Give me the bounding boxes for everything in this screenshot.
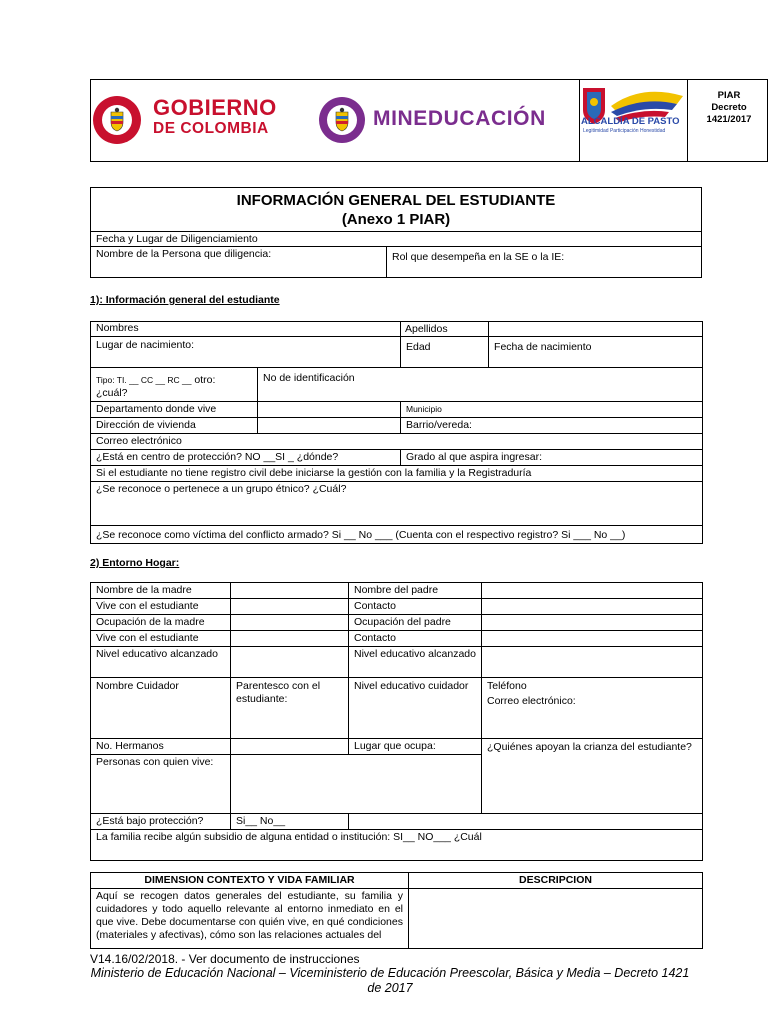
piar-label: PIAR: [717, 90, 741, 101]
contacto-padre-value[interactable]: [482, 599, 703, 615]
correo-field[interactable]: Correo electrónico: [91, 434, 703, 450]
colombia-seal-icon: [93, 96, 141, 144]
departamento-label: Departamento donde vive: [91, 402, 258, 418]
piar-decreto-box: [689, 80, 768, 161]
apellidos-field[interactable]: [489, 322, 703, 337]
apellidos-label: Apellidos: [405, 323, 448, 335]
ocupacion-madre-label: Ocupación de la madre: [91, 615, 231, 631]
nombre-cuidador-label: Nombre Cuidador: [91, 678, 231, 739]
bajo-proteccion-blank: [349, 814, 703, 830]
section1-heading: 1): Información general del estudiante: [90, 294, 280, 306]
no-hermanos-label: No. Hermanos: [91, 739, 231, 755]
gobierno-logo-line2: DE COLOMBIA: [153, 120, 269, 137]
lugar-ocupa-label: Lugar que ocupa:: [349, 739, 482, 755]
nombre-padre-value[interactable]: [482, 583, 703, 599]
nombre-persona-field[interactable]: Nombre de la Persona que diligencia:: [96, 248, 272, 260]
vive-con-padre-label: Vive con el estudiante: [91, 631, 231, 647]
tipo-documento-field[interactable]: [91, 368, 258, 402]
edad-field[interactable]: Edad: [401, 337, 489, 368]
vive-con-madre-value[interactable]: [231, 599, 349, 615]
bajo-proteccion-label: ¿Está bajo protección?: [91, 814, 231, 830]
descripcion-header: DESCRIPCION: [409, 873, 703, 889]
alcaldia-logo: [581, 82, 685, 142]
nombre-madre-label: Nombre de la madre: [91, 583, 231, 599]
header-divider-2: [687, 80, 688, 161]
telefono-correo-cell[interactable]: [482, 678, 703, 739]
fecha-lugar-field[interactable]: Fecha y Lugar de Diligenciamiento: [96, 233, 258, 245]
parentesco-label: Parentesco con el estudiante:: [231, 678, 349, 739]
dimension-description: Aquí se recogen datos generales del estudiante, su familia y cuidadores y todo aquello relevante al entorno inmediato en el que vive. Debe documentarse con quién vive, en qué condiciones (materiales y afectivas), cómo son las relaciones actuales del: [91, 889, 409, 949]
registro-civil-note: Si el estudiante no tiene registro civil debe iniciarse la gestión con la familia y la Registraduría: [91, 466, 703, 482]
tipo-cual: ¿cuál?: [96, 387, 128, 399]
grado-field[interactable]: Grado al que aspira ingresar:: [401, 450, 703, 466]
document-subtitle: (Anexo 1 PIAR): [341, 211, 451, 228]
personas-vive-label: Personas con quien vive:: [91, 755, 231, 814]
dimension-context-table: [90, 872, 703, 949]
contacto-padre-label: Contacto: [349, 599, 482, 615]
victima-conflicto-field[interactable]: ¿Se reconoce como víctima del conflicto armado? Si __ No ___ (Cuenta con el respectivo registro? Si ___ No __): [91, 526, 703, 544]
no-hermanos-value[interactable]: [231, 739, 349, 755]
no-identificacion-field[interactable]: No de identificación: [258, 368, 703, 402]
nombre-padre-label: Nombre del padre: [349, 583, 482, 599]
quienes-apoyan-field[interactable]: ¿Quiénes apoyan la crianza del estudiante?: [482, 739, 703, 814]
alcaldia-name: ALCALDÍA DE PASTO: [581, 116, 680, 127]
municipio-field[interactable]: [401, 402, 703, 418]
nombre-madre-value[interactable]: [231, 583, 349, 599]
header-divider-1: [579, 80, 580, 161]
vive-con-padre-value[interactable]: [231, 631, 349, 647]
descripcion-value[interactable]: [409, 889, 703, 949]
contacto-madre-label: Contacto: [349, 631, 482, 647]
nivel-educativo-padre-label: Nivel educativo alcanzado: [349, 647, 482, 678]
gobierno-logo-line1: GOBIERNO: [153, 95, 277, 120]
nivel-cuidador-label: Nivel educativo cuidador: [349, 678, 482, 739]
section2-heading: 2) Entorno Hogar:: [90, 557, 180, 569]
dimension-header: DIMENSION CONTEXTO Y VIDA FAMILIAR: [91, 873, 409, 889]
home-environment-table: [90, 582, 703, 861]
alcaldia-tagline: Legitimidad Participación Honestidad: [583, 128, 666, 134]
nivel-educativo-madre-label: Nivel educativo alcanzado: [91, 647, 231, 678]
lugar-nacimiento-field[interactable]: Lugar de nacimiento:: [91, 337, 401, 368]
title-box: [90, 187, 702, 278]
contacto-madre-value[interactable]: [482, 631, 703, 647]
version-footer: V14.16/02/2018. - Ver documento de instrucciones: [90, 952, 360, 966]
ocupacion-madre-value[interactable]: [231, 615, 349, 631]
fecha-nacimiento-field[interactable]: Fecha de nacimiento: [489, 337, 703, 368]
ocupacion-padre-label: Ocupación del padre: [349, 615, 482, 631]
nivel-educativo-madre-value[interactable]: [231, 647, 349, 678]
correo-cuidador-label: Correo electrónico:: [487, 695, 576, 707]
mineducacion-seal-icon: [319, 97, 365, 143]
direccion-value[interactable]: [258, 418, 401, 434]
rol-field[interactable]: Rol que desempeña en la SE o la IE:: [386, 247, 701, 277]
barrio-field[interactable]: Barrio/vereda:: [401, 418, 703, 434]
direccion-label: Dirección de vivienda: [91, 418, 258, 434]
personas-vive-value[interactable]: [231, 755, 482, 814]
tipo-otro: otro:: [191, 374, 216, 386]
nivel-educativo-padre-value[interactable]: [482, 647, 703, 678]
nombres-field[interactable]: Nombres: [91, 322, 489, 337]
mineducacion-logo-text: MINEDUCACIÓN: [373, 107, 546, 130]
telefono-label: Teléfono: [487, 680, 527, 692]
student-info-table: [90, 321, 703, 544]
bajo-proteccion-value[interactable]: Si__ No__: [231, 814, 349, 830]
apellidos-divider: [400, 321, 401, 337]
municipio-label: Municipio: [406, 404, 442, 414]
document-title: INFORMACIÓN GENERAL DEL ESTUDIANTE: [236, 192, 556, 209]
grupo-etnico-field[interactable]: ¿Se reconoce o pertenece a un grupo étnico? ¿Cuál?: [91, 482, 703, 526]
decreto-number: 1421/2017: [706, 114, 752, 125]
departamento-value[interactable]: [258, 402, 401, 418]
centro-proteccion-field[interactable]: ¿Está en centro de protección? NO __SI _ ¿dónde?: [91, 450, 401, 466]
decreto-label: Decreto: [711, 102, 747, 113]
ministerio-footer: Ministerio de Educación Nacional – Viceministerio de Educación Preescolar, Básica y Media – Decreto 1421 de 2017: [90, 966, 690, 995]
document-header: [90, 79, 768, 162]
tipo-label: Tipo: TI. __ CC __ RC __: [96, 375, 192, 385]
ocupacion-padre-value[interactable]: [482, 615, 703, 631]
vive-con-madre-label: Vive con el estudiante: [91, 599, 231, 615]
subsidio-field[interactable]: La familia recibe algún subsidio de alguna entidad o institución: SI__ NO___ ¿Cuál: [91, 830, 703, 861]
